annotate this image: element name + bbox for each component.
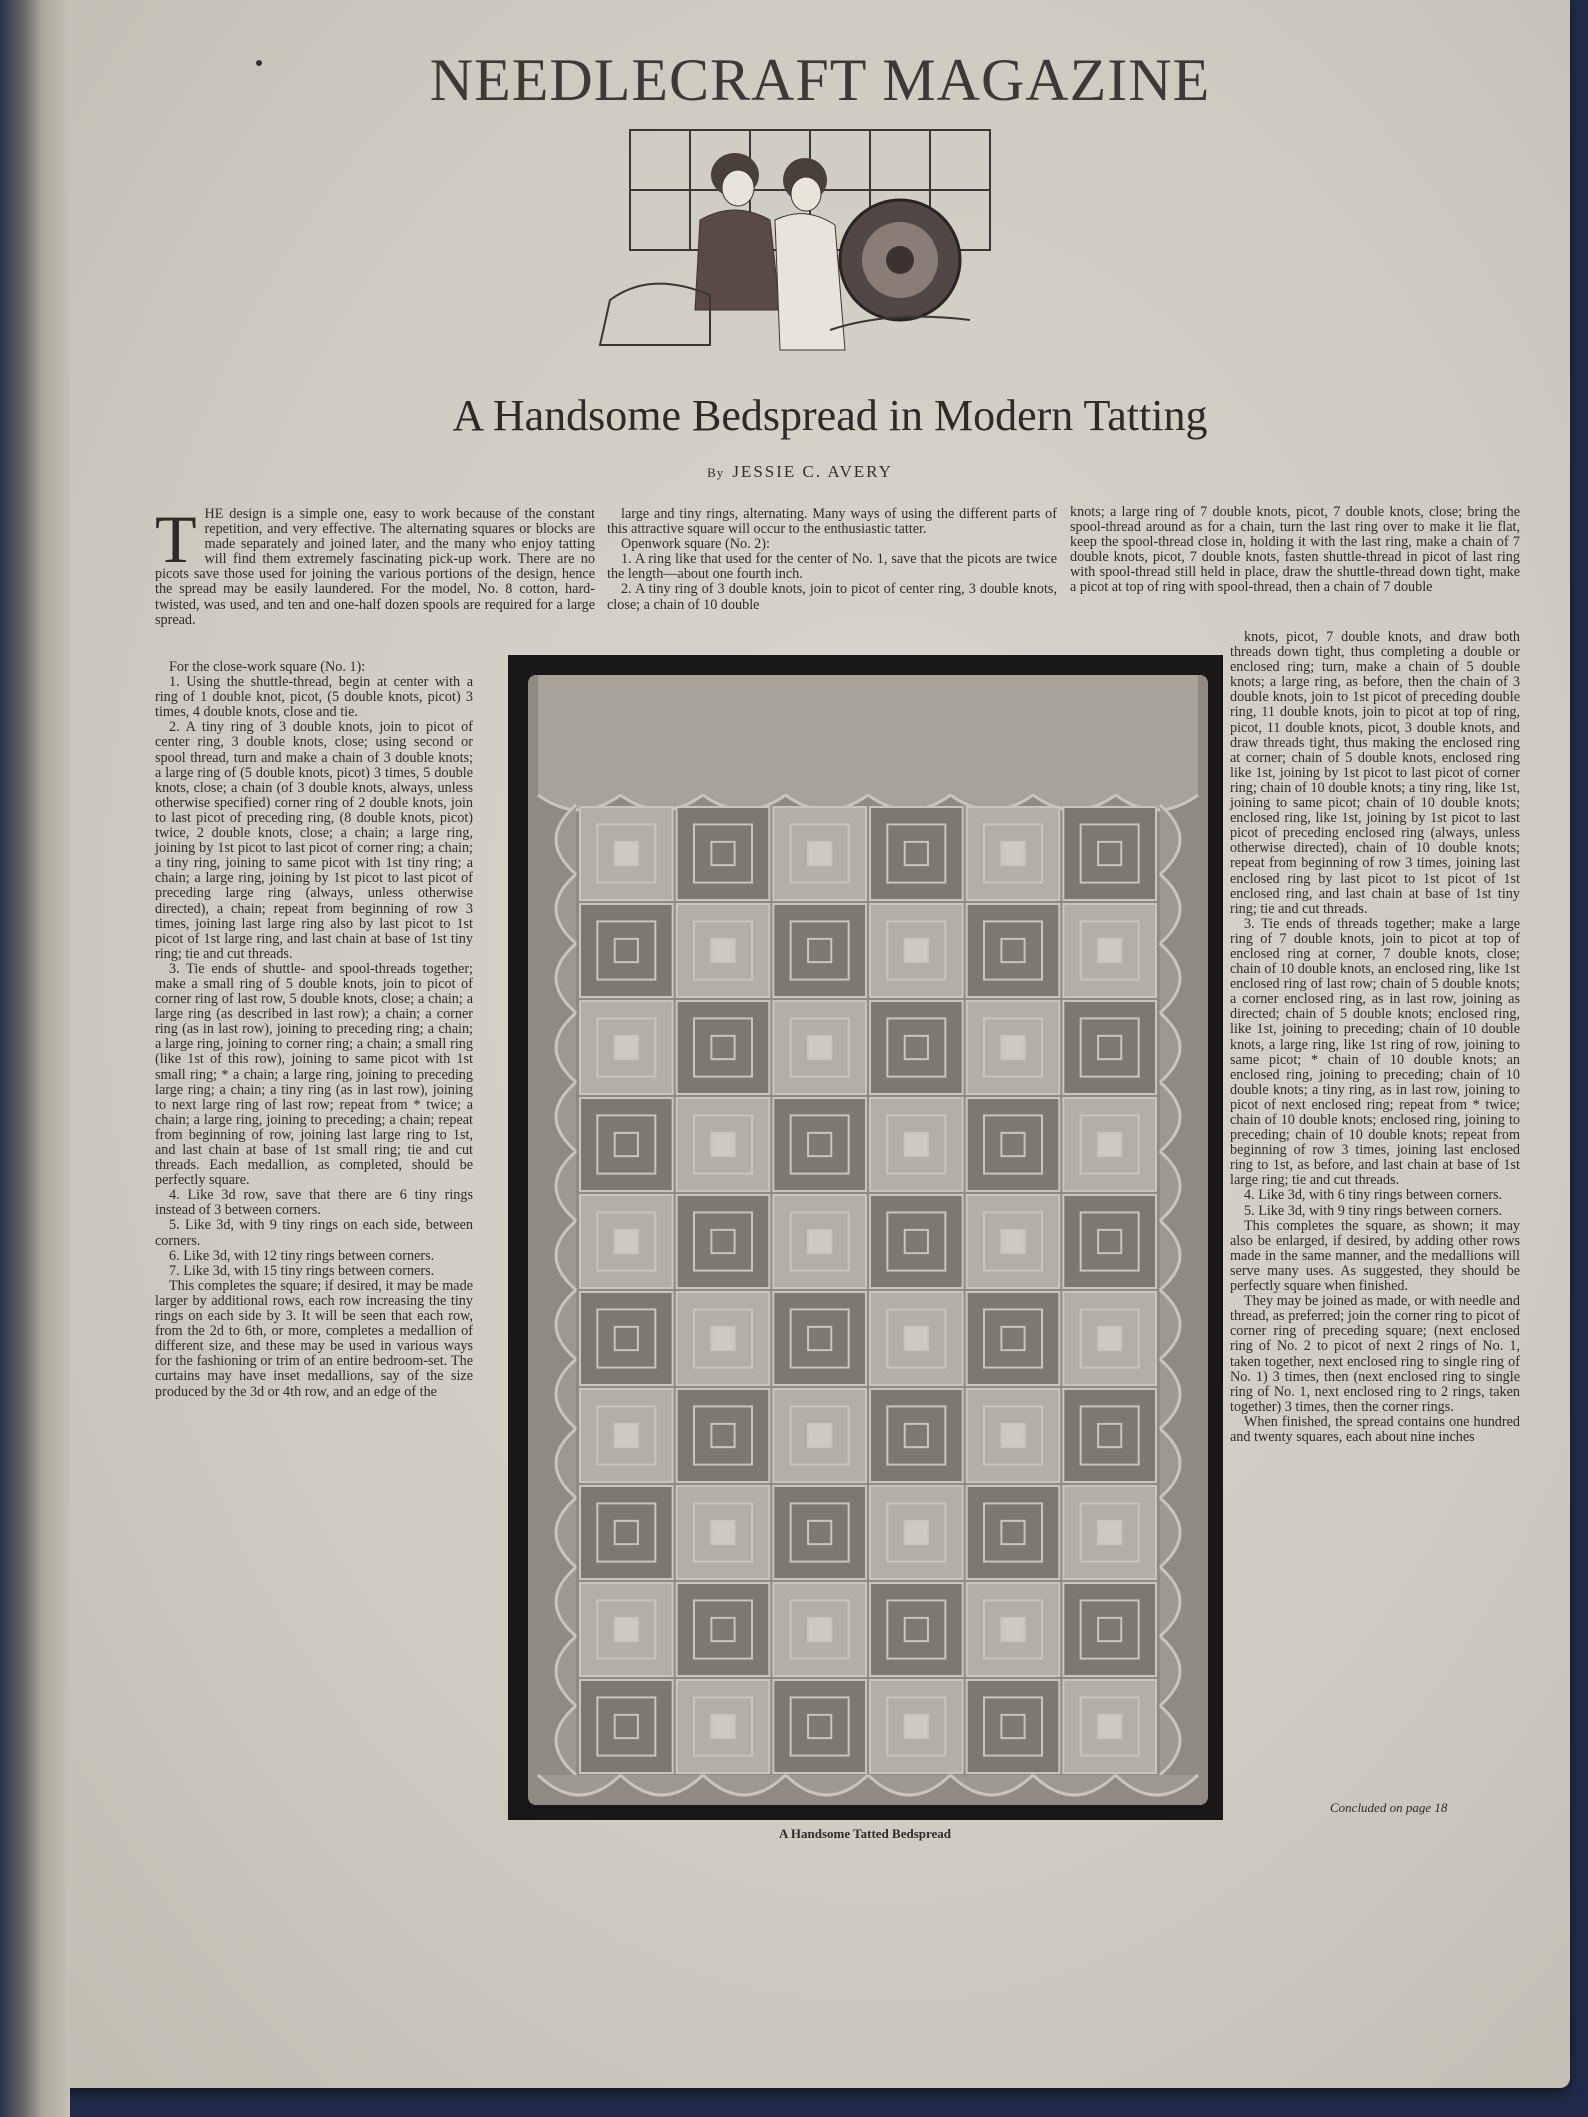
square-center [905,1715,928,1738]
square-center [1001,1230,1024,1253]
openwork-square [773,1292,866,1385]
openwork-square [870,1583,963,1676]
square-center [615,1618,638,1641]
column-3-paragraph: 3. Tie ends of threads together; make a large ring of 7 double knots, join to picot at top of enclosed ring at corner, 7 double knots, close; chain of 10 double knots, an enclosed ring, like 1st enclosed ring of last row; chain of 5 double knots; a corner enclosed ring, as in last row, joining as directed; chain of 5 double knots; enclosed ring, like 1st, joining to preceding; chain of 10 double knots, a large ring, like 1st ring of row, joining to same picot; * chain of 10 double knots; an enclosed ring, joining to preceding; chain of 10 double knots; a tiny ring, as in last row, joining to picot of next enclosed ring; repeat from * twice; chain of 10 double knots; enclosed ring, joining to preceding; chain of 10 double knots; repeat from beginning of row 3 times, joining last enclosed ring to 1st, as before, and last chain at base of 1st large ring; tie and cut threads. [1230,915,1520,1189]
openwork-square [580,1486,673,1579]
openwork-square [580,1292,673,1385]
square-center [1098,1133,1121,1156]
bedspread-photo [508,655,1223,1820]
binding-spine [0,0,70,2117]
bedspread-valance [538,675,1198,795]
openwork-square [967,904,1060,997]
column-1-paragraph: For the close-work square (No. 1): [169,659,366,675]
article-byline [600,462,1000,482]
square-center [808,1230,831,1253]
bedspread-illustration [508,655,1223,1820]
column-2-paragraph: large and tiny rings, alternating. Many ways of using the different parts of this attractive square will occur to the enthusiastic tatter. [607,506,1057,538]
column-1-paragraph: 5. Like 3d, with 9 tiny rings on each side, between corners. [155,1217,473,1249]
openwork-square [1063,1583,1156,1676]
openwork-square [773,1098,866,1191]
column-3-instructions [1230,630,1520,1445]
square-center [1001,1618,1024,1641]
square-center [905,939,928,962]
column-2-paragraph: Openwork square (No. 2): [621,536,770,553]
square-center [711,1521,734,1544]
square-center [1098,1327,1121,1350]
column-1-paragraph: This completes the square; if desired, it may be made larger by additional rows, each row increasing the tiny rings on each side by 3. It will be seen that each row, from the 2d to 6th, or more, completes a medallion of different size, and these may be used in various ways for the fashioning or trim of an entire bedroom-set. The curtains may have inset medallions, say of the size produced by the 3d or 4th row, and an edge of the [155,1277,473,1400]
openwork-square [677,1195,770,1288]
women-figures [695,153,960,350]
square-center [808,1036,831,1059]
header-illustration [590,120,1030,355]
square-center [905,1521,928,1544]
drop-cap: T [155,501,197,577]
openwork-square [870,1001,963,1094]
openwork-square [1063,807,1156,900]
column-1-paragraph: 4. Like 3d row, save that there are 6 tiny rings instead of 3 between corners. [155,1187,473,1219]
column-1-paragraph: 7. Like 3d, with 15 tiny rings between corners. [169,1262,435,1279]
openwork-square [580,1680,673,1773]
square-center [615,1424,638,1447]
square-center [808,1618,831,1641]
openwork-square [1063,1001,1156,1094]
column-3-paragraph: 5. Like 3d, with 9 tiny rings between corners. [1244,1202,1503,1219]
ink-dot [256,60,262,66]
column-3-paragraph: This completes the square, as shown; it may also be enlarged, if desired, by adding other rows made in the same manner, and the medallions will serve many uses. As suggested, they should be perfectly square when finished. [1230,1217,1520,1295]
openwork-square [967,1098,1060,1191]
square-center [1001,1424,1024,1447]
intro-paragraph: HE design is a simple one, easy to work because of the constant repetition, and very effective. The alternating squares or blocks are made separately and joined later, and the many who enjoy tatting will find them extremely fascinating pick-up work. There are no picots save those used for joining the various portions of the design, hence the spread may be easily laundered. For the model, No. 8 cotton, hard-twisted, was used, and ten and one-half dozen spools are required for a large spread. [155,506,595,628]
square-center [615,842,638,865]
openwork-square [677,807,770,900]
column-3-paragraph: They may be joined as made, or with needle and thread, as preferred; join the corner ring to picot of corner ring of preceding square; (next enclosed ring of No. 2 to picot of next 2 rings of No. 1, taken together, next enclosed ring to single ring of No. 1) 3 times, then (next enclosed ring to single ring of No. 1, next enclosed ring to 2 rings, taken together) 3 times, then the corner rings. [1230,1293,1520,1415]
square-center [1001,1036,1024,1059]
openwork-square [580,1098,673,1191]
column-3-lead: knots; a large ring of 7 double knots, picot, 7 double knots, close; bring the spool-thread around as for a chain, turn the last ring over to make it lie flat, keep the spool-thread close in, holding it with the last ring, make a chain of 7 double knots, picot, 7 double knots, fasten shuttle-thread in picot of last ring with spool-thread still held in place, draw the shuttle-thread down tight, make a picot at top of ring with spool-thread, then a chain of 7 double [1070,504,1520,596]
square-center [905,1327,928,1350]
column-3-intro [1070,505,1520,596]
byline-prefix: By [707,465,725,480]
openwork-square [967,1486,1060,1579]
square-center [711,1715,734,1738]
square-center [808,1424,831,1447]
column-1-paragraph: 6. Like 3d, with 12 tiny rings between corners. [169,1247,435,1264]
column-1-paragraph: 2. A tiny ring of 3 double knots, join to picot of center ring, 3 double knots, close; using second or spool thread, turn and make a chain of 3 double knots; a large ring of (5 double knots, picot) 3 times, 5 double knots, close; a chain (of 3 double knots, always, unless otherwise specified) corner ring of 2 double knots, join to last picot of preceding ring, (8 double knots, picot) twice, 2 double knots, close; a chain; a large ring, joining by 1st picot to last picot of corner ring; a chain; a tiny ring, joining to same picot with 1st tiny ring; a chain; a large ring, joining by 1st picot to last picot of preceding large ring (always, unless otherwise directed), a chain; repeat from beginning of row 3 times, joining last large ring also by last picot to 1st picot of 1st large ring, and last chain at base of 1st tiny ring; tie and cut threads. [155,719,473,962]
openwork-square [870,1195,963,1288]
openwork-square [677,1583,770,1676]
openwork-square [677,1389,770,1482]
magazine-masthead: NEEDLECRAFT MAGAZINE [429,47,1211,113]
openwork-square [677,1001,770,1094]
column-1-paragraph: 3. Tie ends of shuttle- and spool-threads together; make a small ring of 5 double knots, join to picot of corner ring of last row, 5 double knots, close; a chain; a large ring (as described in last row); a chain; a corner ring (as in last row), joining to preceding ring; a chain; a large ring, joining to corner ring; a chain; a small ring (like 1st of this row), joining to same picot with 1st small ring; * a chain; a large ring, joining to preceding large ring; a chain; a tiny ring (as in last row), joining to next large ring of last row; repeat from * twice; a chain; a large ring, joining to preceding; a chain; repeat from beginning of row, joining last large ring to 1st, and last chain at base of 1st small ring; tie and cut threads. Each medallion, as completed, should be perfectly square. [155,960,473,1189]
square-center [1098,1715,1121,1738]
openwork-square [1063,1195,1156,1288]
column-2-paragraph: 2. A tiny ring of 3 double knots, join to picot of center ring, 3 double knots, close; a chain of 10 double [607,581,1057,613]
column-3-paragraph: When finished, the spread contains one hundred and twenty squares, each about nine inches [1230,1413,1520,1445]
column-1-instructions [155,660,473,1400]
square-center [808,842,831,865]
openwork-square [773,904,866,997]
openwork-square [580,904,673,997]
square-center [1098,1521,1121,1544]
square-center [711,939,734,962]
square-center [711,1133,734,1156]
author-name: JESSIE C. AVERY [732,462,893,481]
openwork-square [773,1680,866,1773]
continued-note: Concluded on page 18 [1330,1800,1448,1815]
openwork-square [967,1680,1060,1773]
column-2-paragraph: 1. A ring like that used for the center of No. 1, save that the picots are twice the length—about one fourth inch. [607,551,1057,583]
photo-caption: A Handsome Tatted Bedspread [778,1826,952,1841]
column-2 [607,507,1057,613]
openwork-square [1063,1389,1156,1482]
square-center [1098,939,1121,962]
column-3-paragraph: knots, picot, 7 double knots, and draw both threads down tight, thus completing a double or enclosed ring; turn, make a chain of 5 double knots; a large ring, as before, then the chain of 3 double knots, join to 1st picot of preceding double ring, 11 double knots, join to picot at top of ring, picot, 11 double knots, picot, 3 double knots, and draw threads tight, thus making the enclosed ring at corner; chain of 5 double knots, enclosed ring like 1st, joining by 1st picot to last picot of corner ring; chain of 10 double knots; a tiny ring, like 1st, joining to same picot; chain of 10 double knots; enclosed ring, like 1st, joining by 1st picot to last picot of preceding enclosed ring (always, unless otherwise directed), chain of 10 double knots; repeat from beginning of row 3 times, joining last enclosed ring by last picot to 1st picot of 1st enclosed ring, and last chain at base of 1st tiny ring; tie and cut threads. [1230,629,1520,917]
openwork-square [870,807,963,900]
openwork-square [773,1486,866,1579]
square-center [1001,842,1024,865]
openwork-square [967,1292,1060,1385]
square-center [615,1036,638,1059]
article-headline: A Handsome Bedspread in Modern Tatting [452,391,1208,440]
column-1-intro [155,501,595,628]
openwork-square [870,1389,963,1482]
square-center [615,1230,638,1253]
column-1-paragraph: 1. Using the shuttle-thread, begin at center with a ring of 1 double knot, picot, (5 double knots, picot) 3 times, 4 double knots, close and tie. [155,674,473,721]
square-center [905,1133,928,1156]
column-3-paragraph: 4. Like 3d, with 6 tiny rings between corners. [1244,1187,1503,1204]
square-center [711,1327,734,1350]
